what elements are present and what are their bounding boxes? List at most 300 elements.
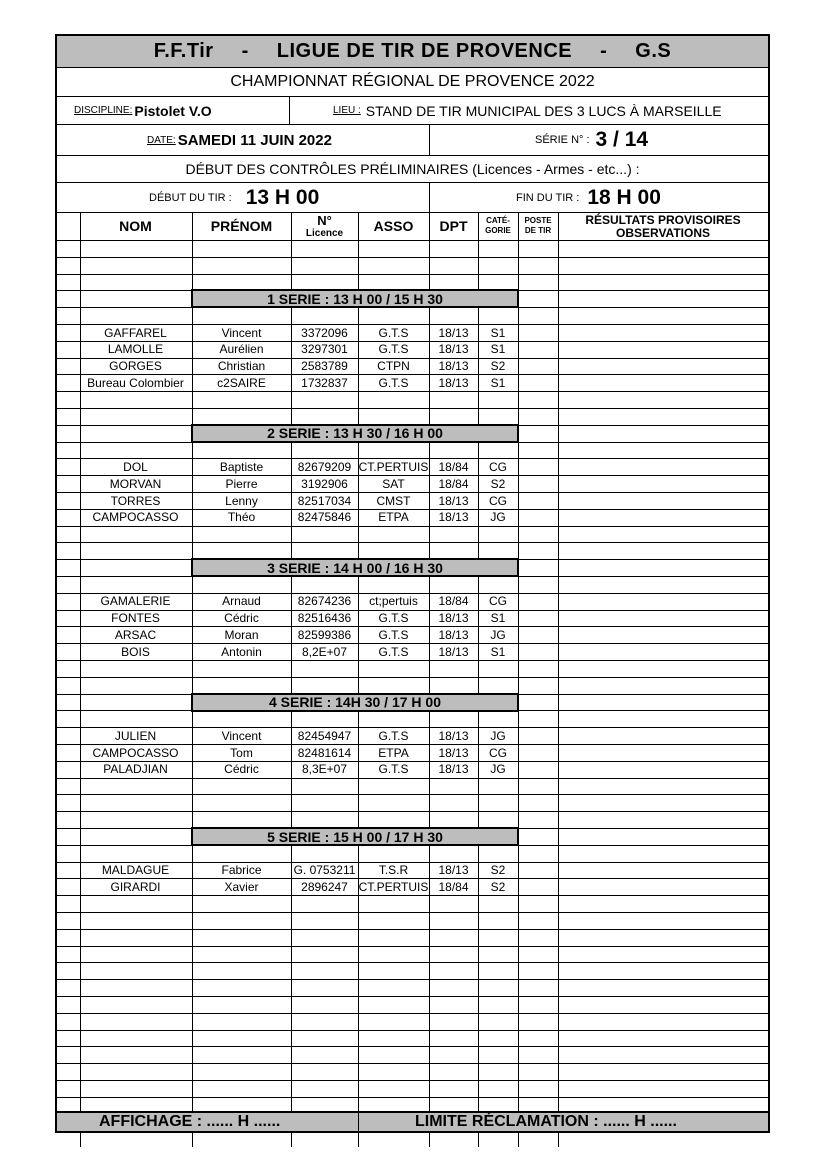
grid-column-line — [358, 929, 359, 946]
grid-column-line — [478, 408, 479, 425]
cell-categorie: CG — [489, 459, 507, 474]
grid-column-line — [478, 526, 479, 543]
grid-column-line — [291, 929, 292, 946]
grid-column-line — [80, 710, 81, 727]
cell-prenom: Antonin — [221, 644, 262, 659]
grid-column-line — [429, 408, 430, 425]
cell-dpt: 18/84 — [438, 594, 469, 609]
column-header-licence: N° Licence — [305, 212, 344, 239]
column-header-dpt: DPT — [439, 218, 468, 234]
cell-licence: 3192906 — [301, 476, 348, 491]
grid-column-line — [478, 677, 479, 694]
cell-licence: 82475846 — [297, 510, 352, 525]
grid-column-line — [429, 526, 430, 543]
grid-column-line — [192, 811, 193, 828]
grid-column-line — [518, 643, 519, 660]
cell-categorie: S2 — [490, 359, 506, 374]
grid-column-line — [518, 509, 519, 526]
grid-column-line — [558, 1130, 559, 1147]
grid-column-line — [478, 912, 479, 929]
grid-line — [57, 929, 768, 930]
cell-licence: 1732837 — [301, 375, 348, 390]
cell-dpt: 18/13 — [438, 375, 469, 390]
discipline-row — [57, 97, 768, 125]
grid-column-line — [291, 240, 292, 257]
grid-column-line — [192, 710, 193, 727]
grid-column-line — [558, 996, 559, 1013]
cell-nom: CAMPOCASSO — [92, 745, 179, 760]
grid-column-line — [192, 660, 193, 677]
grid-column-line — [358, 946, 359, 963]
cell-categorie: S2 — [490, 476, 506, 491]
score-sheet — [55, 34, 770, 1133]
grid-column-line — [80, 542, 81, 559]
grid-column-line — [358, 1063, 359, 1080]
cell-asso: G.T.S — [378, 644, 409, 659]
column-header-categorie: CATÉ- GORIE — [485, 216, 511, 235]
grid-column-line — [518, 576, 519, 593]
serie-banner: 2 SERIE : 13 H 30 / 16 H 00 — [191, 424, 519, 443]
cell-nom: JULIEN — [114, 728, 157, 743]
grid-column-line — [558, 878, 559, 895]
cell-dpt: 18/84 — [438, 476, 469, 491]
cell-prenom: Xavier — [224, 879, 259, 894]
grid-column-line — [192, 895, 193, 912]
cell-categorie: S1 — [490, 342, 506, 357]
cell-asso: G.T.S — [378, 342, 409, 357]
cell-asso: G.T.S — [378, 627, 409, 642]
grid-column-line — [518, 274, 519, 291]
grid-column-line — [558, 1063, 559, 1080]
cell-licence: 82481614 — [297, 745, 352, 760]
grid-column-line — [518, 912, 519, 929]
cell-licence: 3372096 — [301, 325, 348, 340]
grid-line — [57, 677, 768, 678]
grid-column-line — [518, 660, 519, 677]
grid-column-line — [192, 979, 193, 996]
grid-column-line — [358, 1130, 359, 1147]
grid-column-line — [478, 794, 479, 811]
grid-column-line — [518, 358, 519, 375]
serie-banner: 1 SERIE : 13 H 00 / 15 H 30 — [191, 289, 519, 308]
grid-column-line — [291, 895, 292, 912]
grid-line — [57, 912, 768, 913]
grid-column-line — [80, 408, 81, 425]
grid-column-line — [358, 660, 359, 677]
grid-column-line — [358, 307, 359, 324]
grid-column-line — [358, 274, 359, 291]
grid-line — [57, 442, 768, 443]
cell-dpt: 18/13 — [438, 762, 469, 777]
grid-column-line — [291, 710, 292, 727]
club-name: G.S — [635, 40, 672, 62]
cell-asso: SAT — [382, 476, 405, 491]
debut-label: DÉBUT DU TIR : — [149, 191, 232, 204]
cell-dpt: 18/13 — [438, 342, 469, 357]
grid-column-line — [358, 912, 359, 929]
grid-column-line — [558, 828, 559, 845]
grid-column-line — [478, 710, 479, 727]
grid-column-line — [518, 1030, 519, 1047]
cell-licence: 2896247 — [301, 879, 348, 894]
cell-licence: 82679209 — [297, 459, 352, 474]
grid-column-line — [518, 626, 519, 643]
cell-licence: 82517034 — [297, 493, 352, 508]
grid-column-line — [291, 274, 292, 291]
grid-column-line — [291, 1030, 292, 1047]
grid-column-line — [558, 912, 559, 929]
grid-column-line — [518, 1080, 519, 1097]
grid-column-line — [558, 727, 559, 744]
grid-column-line — [192, 1030, 193, 1047]
grid-column-line — [478, 442, 479, 459]
grid-column-line — [558, 408, 559, 425]
cell-dpt: 18/13 — [438, 611, 469, 626]
cell-licence: 2583789 — [301, 359, 348, 374]
controls-text: DÉBUT DES CONTRÔLES PRÉLIMINAIRES (Licences - Armes - etc...) : — [185, 161, 640, 177]
grid-column-line — [192, 946, 193, 963]
date-label: DATE: — [147, 134, 176, 146]
grid-column-line — [429, 929, 430, 946]
cell-nom: GAMALERIE — [100, 594, 171, 609]
grid-column-line — [80, 1063, 81, 1080]
grid-column-line — [80, 212, 81, 240]
cell-licence: 82599386 — [297, 627, 352, 642]
grid-column-line — [478, 946, 479, 963]
grid-column-line — [558, 274, 559, 291]
grid-column-line — [291, 778, 292, 795]
cell-dpt: 18/13 — [438, 493, 469, 508]
debut-value: 13 H 00 — [245, 185, 320, 209]
grid-column-line — [478, 1030, 479, 1047]
discipline-value: Pistolet V.O — [134, 102, 212, 119]
grid-column-line — [358, 542, 359, 559]
grid-column-line — [558, 862, 559, 879]
grid-column-line — [558, 626, 559, 643]
grid-column-line — [291, 946, 292, 963]
grid-column-line — [518, 391, 519, 408]
grid-column-line — [518, 862, 519, 879]
serie-label: SÉRIE N° : — [535, 134, 590, 146]
grid-column-line — [291, 996, 292, 1013]
org-name: F.F.Tir — [153, 40, 214, 62]
grid-column-line — [192, 212, 193, 240]
cell-asso: G.T.S — [378, 728, 409, 743]
grid-column-line — [478, 1063, 479, 1080]
grid-line — [57, 1046, 768, 1047]
grid-column-line — [358, 442, 359, 459]
cell-asso: G.T.S — [378, 375, 409, 390]
grid-column-line — [291, 442, 292, 459]
grid-column-line — [429, 542, 430, 559]
grid-column-line — [291, 845, 292, 862]
grid-line — [57, 391, 768, 392]
grid-line — [57, 895, 768, 896]
cell-prenom: Moran — [224, 627, 259, 642]
grid-column-line — [358, 1080, 359, 1097]
header-title-bar — [57, 36, 768, 68]
cell-categorie: JG — [490, 627, 506, 642]
grid-column-line — [291, 1130, 292, 1147]
grid-column-line — [358, 778, 359, 795]
grid-column-line — [518, 324, 519, 341]
cell-dpt: 18/84 — [438, 459, 469, 474]
grid-column-line — [518, 526, 519, 543]
grid-column-line — [192, 1013, 193, 1030]
grid-column-line — [518, 374, 519, 391]
grid-column-line — [518, 979, 519, 996]
grid-column-line — [478, 542, 479, 559]
serie-banner: 3 SERIE : 14 H 00 / 16 H 30 — [191, 558, 519, 577]
grid-column-line — [358, 979, 359, 996]
grid-line — [57, 811, 768, 812]
serie-banner: 4 SERIE : 14H 30 / 17 H 00 — [191, 693, 519, 712]
column-header-resultats: RÉSULTATS PROVISOIRES OBSERVATIONS — [585, 212, 741, 240]
cell-nom: PALADJIAN — [103, 762, 168, 777]
lieu-label: LIEU : — [333, 105, 361, 116]
grid-column-line — [518, 475, 519, 492]
grid-column-line — [478, 895, 479, 912]
grid-column-line — [291, 307, 292, 324]
grid-column-line — [558, 542, 559, 559]
grid-column-line — [80, 979, 81, 996]
grid-column-line — [192, 912, 193, 929]
grid-column-line — [429, 912, 430, 929]
grid-line — [57, 274, 768, 275]
cell-asso: ETPA — [378, 510, 409, 525]
championship-text: CHAMPIONNAT RÉGIONAL DE PROVENCE 2022 — [230, 73, 595, 90]
grid-column-line — [358, 794, 359, 811]
affichage-text: AFFICHAGE : ...... H ...... — [99, 1113, 281, 1130]
grid-line — [57, 710, 768, 711]
grid-column-line — [358, 1046, 359, 1063]
grid-column-line — [558, 660, 559, 677]
grid-column-line — [358, 240, 359, 257]
cell-categorie: S1 — [490, 375, 506, 390]
grid-column-line — [518, 878, 519, 895]
grid-column-line — [518, 996, 519, 1013]
grid-column-line — [192, 1080, 193, 1097]
cell-dpt: 18/13 — [438, 325, 469, 340]
column-header-asso: ASSO — [373, 218, 414, 234]
grid-column-line — [558, 458, 559, 475]
grid-column-line — [429, 895, 430, 912]
grid-column-line — [558, 391, 559, 408]
grid-column-line — [518, 307, 519, 324]
grid-column-line — [192, 677, 193, 694]
grid-column-line — [192, 408, 193, 425]
grid-line — [57, 240, 768, 241]
grid-column-line — [429, 1030, 430, 1047]
grid-column-line — [558, 677, 559, 694]
grid-column-line — [291, 1046, 292, 1063]
grid-column-line — [518, 257, 519, 274]
grid-column-line — [558, 744, 559, 761]
grid-column-line — [429, 811, 430, 828]
grid-column-line — [558, 374, 559, 391]
cell-categorie: S2 — [490, 863, 506, 878]
serie-value: 3 / 14 — [595, 128, 649, 151]
cell-dpt: 18/13 — [438, 359, 469, 374]
date-row — [57, 125, 768, 156]
grid-column-line — [518, 593, 519, 610]
grid-column-line — [291, 576, 292, 593]
grid-column-line — [192, 240, 193, 257]
cell-prenom: Lenny — [225, 493, 258, 508]
cell-categorie: S2 — [490, 879, 506, 894]
cell-nom: MALDAGUE — [101, 863, 170, 878]
grid-column-line — [80, 559, 81, 576]
grid-column-line — [80, 828, 81, 845]
grid-column-line — [192, 1046, 193, 1063]
grid-column-line — [291, 1080, 292, 1097]
grid-column-line — [429, 1063, 430, 1080]
grid-column-line — [518, 744, 519, 761]
grid-column-line — [518, 811, 519, 828]
fin-label: FIN DU TIR : — [516, 191, 580, 204]
grid-column-line — [518, 727, 519, 744]
grid-column-line — [478, 929, 479, 946]
cell-categorie: JG — [490, 510, 506, 525]
cell-prenom: Aurélien — [219, 342, 264, 357]
grid-column-line — [558, 509, 559, 526]
grid-column-line — [192, 257, 193, 274]
cell-categorie: CG — [489, 745, 507, 760]
grid-column-line — [80, 1046, 81, 1063]
grid-column-line — [291, 257, 292, 274]
grid-column-line — [358, 391, 359, 408]
grid-column-line — [478, 576, 479, 593]
grid-column-line — [478, 996, 479, 1013]
grid-column-line — [558, 643, 559, 660]
cell-dpt: 18/13 — [438, 627, 469, 642]
grid-column-line — [429, 391, 430, 408]
grid-column-line — [192, 391, 193, 408]
grid-column-line — [429, 1130, 430, 1147]
grid-column-line — [80, 290, 81, 307]
cell-categorie: JG — [490, 762, 506, 777]
cell-categorie: JG — [490, 728, 506, 743]
cell-licence: 8,3E+07 — [301, 762, 348, 777]
cell-dpt: 18/13 — [438, 644, 469, 659]
grid-column-line — [291, 212, 292, 240]
grid-line — [57, 962, 768, 963]
grid-line — [57, 845, 768, 846]
grid-column-line — [558, 290, 559, 307]
column-header-prenom: PRÉNOM — [210, 218, 273, 234]
grid-column-line — [558, 946, 559, 963]
competitor-grid — [57, 212, 768, 1147]
cell-prenom: Cédric — [224, 762, 259, 777]
cell-prenom: Tom — [230, 745, 253, 760]
cell-asso: CTPN — [377, 359, 410, 374]
grid-column-line — [558, 307, 559, 324]
grid-column-line — [291, 811, 292, 828]
grid-column-line — [478, 660, 479, 677]
grid-column-line — [518, 1046, 519, 1063]
cell-asso: CT.PERTUIS — [358, 879, 429, 894]
grid-column-line — [192, 962, 193, 979]
grid-column-line — [518, 1063, 519, 1080]
league-name: LIGUE DE TIR DE PROVENCE — [276, 40, 573, 62]
discipline-label: DISCIPLINE: — [74, 105, 133, 116]
grid-line — [57, 307, 768, 308]
grid-column-line — [478, 979, 479, 996]
cell-licence: 3297301 — [301, 342, 348, 357]
grid-line — [57, 660, 768, 661]
cell-nom: GIRARDI — [110, 879, 161, 894]
grid-column-line — [518, 962, 519, 979]
grid-column-line — [429, 979, 430, 996]
cell-nom: TORRES — [110, 493, 161, 508]
grid-column-line — [518, 458, 519, 475]
grid-column-line — [518, 610, 519, 627]
grid-column-line — [429, 442, 430, 459]
grid-column-line — [291, 979, 292, 996]
grid-column-line — [518, 212, 519, 240]
cell-nom: GAFFAREL — [104, 325, 167, 340]
grid-column-line — [558, 442, 559, 459]
grid-column-line — [80, 442, 81, 459]
cell-asso: G.T.S — [378, 611, 409, 626]
grid-column-line — [80, 694, 81, 711]
grid-column-line — [478, 1013, 479, 1030]
cell-nom: ARSAC — [114, 627, 157, 642]
cell-prenom: Théo — [227, 510, 256, 525]
grid-column-line — [80, 929, 81, 946]
grid-column-line — [358, 212, 359, 240]
grid-column-line — [80, 391, 81, 408]
grid-column-line — [358, 1030, 359, 1047]
cell-prenom: Pierre — [225, 476, 258, 491]
grid-column-line — [558, 794, 559, 811]
grid-column-line — [478, 391, 479, 408]
grid-column-line — [558, 610, 559, 627]
grid-column-line — [291, 408, 292, 425]
cell-dpt: 18/13 — [438, 728, 469, 743]
grid-column-line — [558, 341, 559, 358]
grid-column-line — [478, 307, 479, 324]
grid-column-line — [80, 912, 81, 929]
cell-categorie: S1 — [490, 611, 506, 626]
lieu-value: STAND DE TIR MUNICIPAL DES 3 LUCS À MARSEILLE — [365, 102, 722, 119]
grid-line — [57, 1097, 768, 1098]
grid-column-line — [518, 492, 519, 509]
cell-categorie: CG — [489, 493, 507, 508]
cell-prenom: Baptiste — [219, 459, 264, 474]
cell-prenom: Fabrice — [221, 863, 262, 878]
grid-line — [57, 996, 768, 997]
grid-column-line — [80, 895, 81, 912]
grid-line — [57, 979, 768, 980]
grid-column-line — [291, 794, 292, 811]
grid-column-line — [80, 996, 81, 1013]
grid-column-line — [80, 778, 81, 795]
grid-column-line — [478, 811, 479, 828]
cell-dpt: 18/84 — [438, 879, 469, 894]
grid-column-line — [558, 425, 559, 442]
grid-column-line — [558, 929, 559, 946]
grid-column-line — [518, 895, 519, 912]
grid-column-line — [429, 794, 430, 811]
grid-line — [57, 408, 768, 409]
reclamation-text: LIMITE RÉCLAMATION : ...... H ...... — [415, 1113, 677, 1130]
grid-column-line — [192, 576, 193, 593]
grid-column-line — [80, 946, 81, 963]
grid-column-line — [429, 212, 430, 240]
grid-column-line — [429, 962, 430, 979]
grid-column-line — [192, 307, 193, 324]
